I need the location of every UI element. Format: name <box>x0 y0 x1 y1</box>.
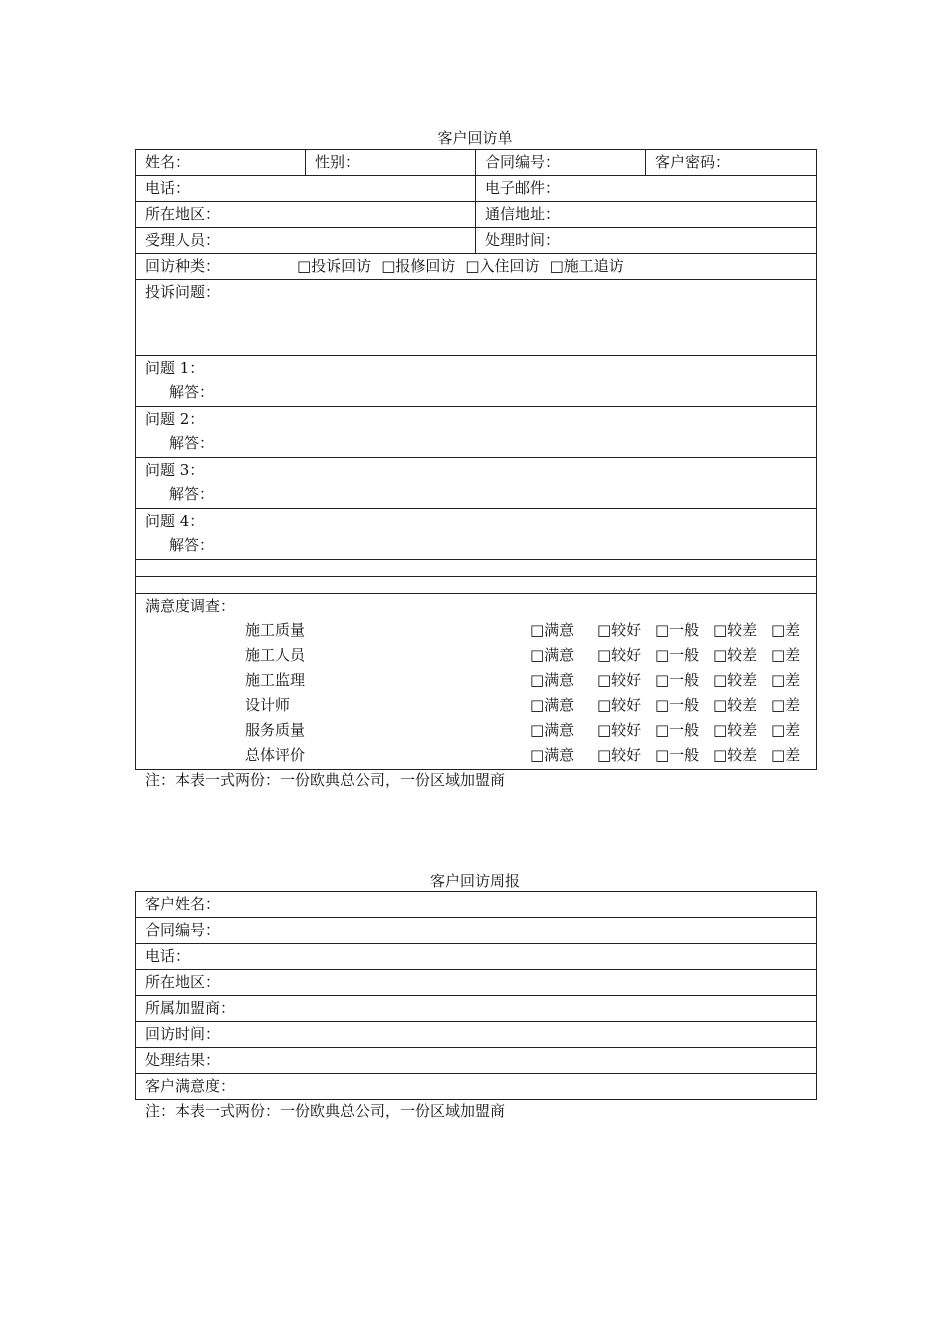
handler-field[interactable]: 受理人员： <box>136 228 476 254</box>
satisfaction-spacer <box>345 618 530 643</box>
answer-4-label: 解答： <box>169 536 215 554</box>
rating-option-checkbox[interactable]: □较差 <box>713 721 758 739</box>
satisfaction-spacer <box>345 743 530 768</box>
answer-1-label: 解答： <box>169 383 215 401</box>
contract-no-field[interactable]: 合同编号： <box>476 150 646 176</box>
rating-option-checkbox[interactable]: □较差 <box>713 696 758 714</box>
rating-option-checkbox[interactable]: □差 <box>771 671 801 689</box>
rating-option-checkbox[interactable]: □较好 <box>597 721 642 739</box>
rating-option-checkbox[interactable]: □较差 <box>713 746 758 764</box>
satisfaction-item-label: 总体评价 <box>245 746 306 764</box>
report-contract-no-field[interactable]: 合同编号： <box>136 918 817 944</box>
rating-option-checkbox[interactable]: □差 <box>771 696 801 714</box>
weekly-report-table <box>135 891 817 1100</box>
rating-option-checkbox[interactable]: □一般 <box>655 746 700 764</box>
question-1-label: 问题 1： <box>145 359 205 377</box>
question-1-block[interactable] <box>136 356 817 407</box>
visit-type-row <box>136 254 817 280</box>
report-region-field[interactable]: 所在地区： <box>136 970 817 996</box>
report-visit-time-field[interactable]: 回访时间： <box>136 1022 817 1048</box>
rating-option-checkbox[interactable]: □较好 <box>597 621 642 639</box>
visit-type-construction-checkbox[interactable]: □施工追访 <box>549 257 624 275</box>
rating-option-checkbox[interactable]: □满意 <box>530 671 575 689</box>
rating-option-checkbox[interactable]: □差 <box>771 746 801 764</box>
satisfaction-item-label: 设计师 <box>245 696 291 714</box>
satisfaction-item-label: 服务质量 <box>245 721 306 739</box>
rating-option-checkbox[interactable]: □较差 <box>713 621 758 639</box>
visit-type-label: 回访种类： <box>145 257 221 275</box>
question-4-label: 问题 4： <box>145 512 205 530</box>
rating-option-checkbox[interactable]: □一般 <box>655 696 700 714</box>
blank-row[interactable] <box>136 577 817 594</box>
report-phone-field[interactable]: 电话： <box>136 944 817 970</box>
form2-title: 客户回访周报 <box>429 872 520 890</box>
satisfaction-block <box>136 594 817 770</box>
rating-option-checkbox[interactable]: □较好 <box>597 696 642 714</box>
report-customer-name-field[interactable]: 客户姓名： <box>136 892 817 918</box>
handle-time-field[interactable]: 处理时间： <box>476 228 817 254</box>
rating-option-checkbox[interactable]: □满意 <box>530 721 575 739</box>
report-franchisee-field[interactable]: 所属加盟商： <box>136 996 817 1022</box>
complaint-field[interactable]: 投诉问题： <box>136 280 817 356</box>
rating-option-checkbox[interactable]: □一般 <box>655 621 700 639</box>
form1-note: 注：本表一式两份：一份欧典总公司，一份区域加盟商 <box>145 771 506 789</box>
satisfaction-grid <box>245 618 816 768</box>
form1-title: 客户回访单 <box>437 129 513 147</box>
form2-note: 注：本表一式两份：一份欧典总公司，一份区域加盟商 <box>145 1102 506 1120</box>
rating-option-checkbox[interactable]: □满意 <box>530 746 575 764</box>
question-3-block[interactable] <box>136 458 817 509</box>
question-4-block[interactable] <box>136 509 817 560</box>
answer-3-label: 解答： <box>169 485 215 503</box>
satisfaction-spacer <box>345 668 530 693</box>
rating-option-checkbox[interactable]: □一般 <box>655 721 700 739</box>
visit-form-table <box>135 149 817 770</box>
rating-option-checkbox[interactable]: □差 <box>771 646 801 664</box>
region-field[interactable]: 所在地区： <box>136 202 476 228</box>
visit-type-complaint-checkbox[interactable]: □投诉回访 <box>297 257 372 275</box>
satisfaction-item-label: 施工人员 <box>245 646 306 664</box>
customer-password-field[interactable]: 客户密码： <box>646 150 817 176</box>
visit-type-movein-checkbox[interactable]: □入住回访 <box>465 257 540 275</box>
rating-option-checkbox[interactable]: □一般 <box>655 646 700 664</box>
satisfaction-spacer <box>345 693 530 718</box>
rating-option-checkbox[interactable]: □较差 <box>713 646 758 664</box>
question-2-label: 问题 2： <box>145 410 205 428</box>
visit-type-repair-checkbox[interactable]: □报修回访 <box>381 257 456 275</box>
rating-option-checkbox[interactable]: □较好 <box>597 671 642 689</box>
phone-field[interactable]: 电话： <box>136 176 476 202</box>
rating-option-checkbox[interactable]: □差 <box>771 621 801 639</box>
satisfaction-spacer <box>345 643 530 668</box>
rating-option-checkbox[interactable]: □满意 <box>530 696 575 714</box>
rating-option-checkbox[interactable]: □差 <box>771 721 801 739</box>
address-field[interactable]: 通信地址： <box>476 202 817 228</box>
question-2-block[interactable] <box>136 407 817 458</box>
email-field[interactable]: 电子邮件： <box>476 176 817 202</box>
satisfaction-label: 满意度调查： <box>145 597 236 615</box>
answer-2-label: 解答： <box>169 434 215 452</box>
rating-option-checkbox[interactable]: □较差 <box>713 671 758 689</box>
satisfaction-item-label: 施工监理 <box>245 671 306 689</box>
name-field[interactable]: 姓名： <box>136 150 306 176</box>
rating-option-checkbox[interactable]: □较好 <box>597 646 642 664</box>
report-result-field[interactable]: 处理结果： <box>136 1048 817 1074</box>
rating-option-checkbox[interactable]: □满意 <box>530 621 575 639</box>
rating-option-checkbox[interactable]: □较好 <box>597 746 642 764</box>
rating-option-checkbox[interactable]: □一般 <box>655 671 700 689</box>
blank-row[interactable] <box>136 560 817 577</box>
rating-option-checkbox[interactable]: □满意 <box>530 646 575 664</box>
satisfaction-spacer <box>345 718 530 743</box>
report-satisfaction-field[interactable]: 客户满意度： <box>136 1074 817 1100</box>
satisfaction-item-label: 施工质量 <box>245 621 306 639</box>
gender-field[interactable]: 性别： <box>306 150 476 176</box>
question-3-label: 问题 3： <box>145 461 205 479</box>
